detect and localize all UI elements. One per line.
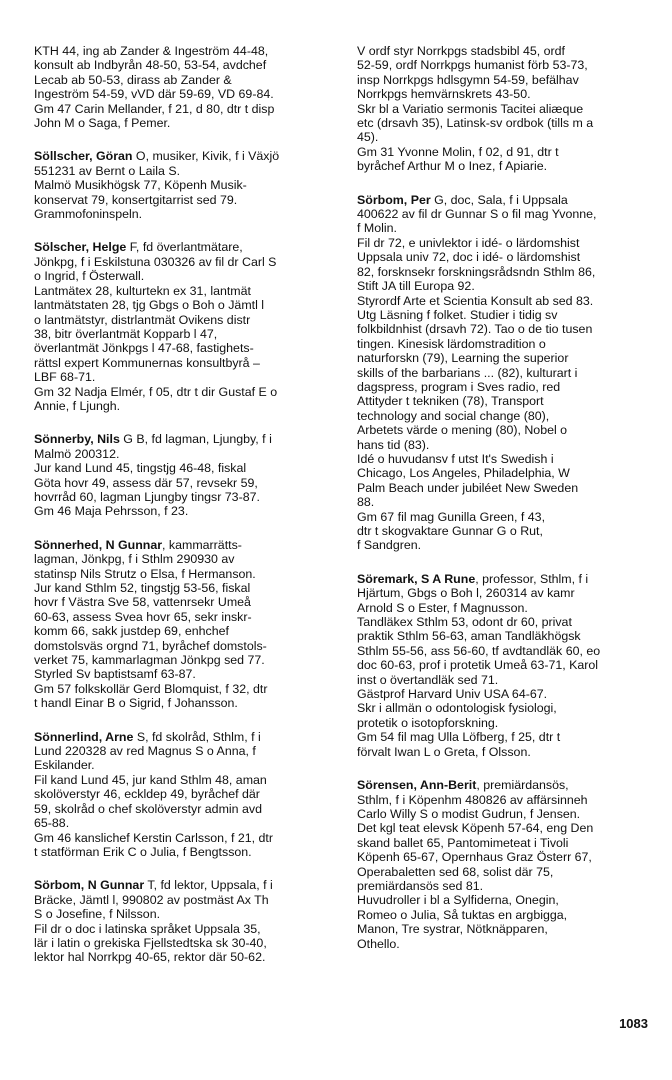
entry-line: Carlo Willy S o modist Gudrun, f Jensen.: [357, 806, 581, 821]
entry-line: skand ballet 65, Pantomimeteat i Tivoli: [357, 835, 569, 850]
entry-line: Othello.: [357, 936, 400, 951]
entry-line: f Sandgren.: [357, 538, 422, 553]
entry-line: folkbildnhist (drsavh 72). Tao o de tio tusen: [357, 322, 593, 337]
biography-entry: [34, 878, 336, 964]
entry-line: protetik o isotopforskning.: [357, 715, 499, 730]
entry-line: LBF 68-71.: [34, 370, 96, 385]
entry-line: Styrordf Arte et Scientia Konsult ab sed 83.: [357, 293, 594, 308]
entry-name: Sönnerlind, Arne: [34, 729, 134, 744]
entry-line: Arnold S o Ester, f Magnusson.: [357, 600, 528, 615]
entry-line: Annie, f Ljungh.: [34, 398, 121, 413]
left-column: [34, 44, 336, 984]
entry-line: komm 66, sakk justdep 69, enhchef: [34, 624, 229, 639]
entry-line: doc 60-63, prof i protetik Umeå 63-71, Karol: [357, 658, 599, 673]
entry-heading-rest: , kammarrätts-: [162, 537, 242, 552]
entry-name: Sölscher, Helge: [34, 240, 127, 255]
entry-line: naturforskn (79), Learning the superior: [357, 351, 569, 366]
entry-line: 60-63, assess Svea hovr 65, sekr inskr-: [34, 609, 252, 624]
entry-heading-line: [34, 878, 336, 892]
entry-heading-line: [357, 193, 659, 207]
entry-line: Fil dr o doc i latinska språket Uppsala 35,: [34, 921, 261, 936]
entry-line: 551231 av Bernt o Laila S.: [34, 163, 181, 178]
entry-line: Sthlm 55-56, ass 56-60, tf avdtandläk 60, eo: [357, 643, 601, 658]
entry-name: Sörensen, Ann-Berit: [357, 778, 477, 793]
entry-heading-rest: G B, fd lagman, Ljungby, f i: [119, 432, 272, 447]
entry-line: Gm 67 fil mag Gunilla Green, f 43,: [357, 509, 546, 524]
entry-line: etc (drsavh 35), Latinsk-sv ordbok (tills m a: [357, 116, 594, 131]
entry-line: Gm 47 Carin Mellander, f 21, d 80, dtr t disp: [34, 101, 275, 116]
entry-line: skills of the barbarians ... (82), kulturart i: [357, 365, 578, 380]
entry-line: Ingeström 54-59, vVD där 59-69, VD 69-84.: [34, 87, 274, 102]
entry-line: Skr i allmän o odontologisk fysiologi,: [357, 701, 557, 716]
entry-line: Stift JA till Europa 92.: [357, 279, 475, 294]
entry-line: skolöverstyr 46, eckldep 49, byråchef där: [34, 787, 260, 802]
entry-line: t statförman Erik C o Julia, f Bengtsson.: [34, 844, 252, 859]
entry-line: Göta hovr 49, assess där 57, revsekr 59,: [34, 475, 258, 490]
entry-line: 52-59, ordf Norrkpgs humanist förb 53-73,: [357, 58, 588, 73]
biography-entry: [34, 538, 336, 711]
entry-line: verket 75, kammarlagman Jönkpg sed 77.: [34, 653, 265, 668]
entry-line: t handl Einar B o Sigrid, f Johansson.: [34, 696, 238, 711]
entry-line: inst o övertandläk sed 71.: [357, 672, 499, 687]
entry-line: 82, forsknsekr forskningsrådsndn Sthlm 86,: [357, 264, 596, 279]
entry-line: Attityder t tekniken (78), Transport: [357, 394, 544, 409]
biography-entry: [34, 149, 336, 221]
entry-line: Det kgl teat elevsk Köpenh 57-64, eng Den: [357, 821, 594, 836]
entry-line: Hjärtum, Gbgs o Boh l, 260314 av kamr: [357, 586, 575, 601]
entry-line: 400622 av fil dr Gunnar S o fil mag Yvonne,: [357, 207, 597, 222]
entry-heading-rest: T, fd lektor, Uppsala, f i: [144, 878, 273, 893]
entry-heading-rest: S, fd skolråd, Sthlm, f i: [133, 729, 261, 744]
right-column: [357, 44, 659, 970]
entry-name: Söremark, S A Rune: [357, 571, 476, 586]
entry-line: praktik Sthlm 56-63, aman Tandläkhögsk: [357, 629, 581, 644]
entry-line: Gm 57 folkskollär Gerd Blomquist, f 32, dtr: [34, 681, 268, 696]
entry-line: lagman, Jönkpg, f i Sthlm 290930 av: [34, 552, 235, 567]
entry-line: Grammofoninspeln.: [34, 207, 143, 222]
entry-line: Palm Beach under jubiléet New Sweden: [357, 480, 579, 495]
entry-line: 65-88.: [34, 816, 70, 831]
entry-line: Gm 32 Nadja Elmér, f 05, dtr t dir Gustaf E o: [34, 384, 278, 399]
entry-line: hans tid (83).: [357, 437, 430, 452]
entry-line: 59, skolråd o chef skolöverstyr admin avd: [34, 801, 262, 816]
entry-line: tingen. Kinesisk lärdomstradition o: [357, 336, 546, 351]
entry-line: Chicago, Los Angeles, Philadelphia, W: [357, 466, 570, 481]
entry-line: Norrkpgs hemvärnskrets 43-50.: [357, 87, 531, 102]
entry-line: Fil kand Lund 45, jur kand Sthlm 48, aman: [34, 772, 267, 787]
entry-line: Uppsala univ 72, doc i idé- o lärdomshist: [357, 250, 581, 265]
entry-line: Huvudroller i bl a Sylfiderna, Onegin,: [357, 893, 559, 908]
entry-heading-rest: G, doc, Sala, f i Uppsala: [430, 192, 568, 207]
entry-line: lektor hal Norrkpg 40-65, rektor där 50-62.: [34, 950, 266, 965]
entry-line: KTH 44, ing ab Zander & Ingeström 44-48,: [34, 44, 269, 58]
biography-entry: [34, 432, 336, 518]
entry-name: Sönnerby, Nils: [34, 432, 120, 447]
entry-heading-rest: , professor, Sthlm, f i: [475, 571, 589, 586]
entry-line: lantmätstaten 28, tjg Gbgs o Boh o Jämtl l: [34, 298, 265, 313]
entry-line: Idé o huvudansv f utst It's Swedish i: [357, 451, 554, 466]
entry-line: Gm 31 Yvonne Molin, f 02, d 91, dtr t: [357, 144, 559, 159]
biography-entry: [357, 778, 659, 951]
entry-heading-line: [34, 538, 336, 552]
biography-entry: [34, 240, 336, 413]
entry-line: premiärdansös sed 81.: [357, 878, 484, 893]
entry-line: Arbetets värde o mening (80), Nobel o: [357, 423, 568, 438]
entry-line: domstolsväs orgnd 71, byråchef domstols-: [34, 638, 267, 653]
entry-line: Lecab ab 50-53, dirass ab Zander &: [34, 72, 232, 87]
entry-line: Eskilander.: [34, 758, 95, 773]
entry-line: 38, bitr överlantmät Kopparb l 47,: [34, 326, 218, 341]
entry-line: dagspress, program i Sves radio, red: [357, 379, 561, 394]
entry-line: Tandläkex Sthlm 53, odont dr 60, privat: [357, 615, 572, 630]
entry-line: Fil dr 72, e univlektor i idé- o lärdomshist: [357, 235, 580, 250]
entry-line: Gm 46 kanslichef Kerstin Carlsson, f 21, dtr: [34, 830, 273, 845]
entry-line: Romeo o Julia, Så tuktas en argbigga,: [357, 907, 568, 922]
entry-line: Malmö Musikhögsk 77, Köpenh Musik-: [34, 178, 247, 193]
entry-heading-rest: O, musiker, Kivik, f i Växjö: [132, 149, 280, 164]
entry-heading-rest: F, fd överlantmätare,: [126, 240, 243, 255]
entry-line: technology and social change (80),: [357, 408, 550, 423]
entry-heading-line: [34, 149, 336, 163]
biography-entry: [34, 730, 336, 860]
entry-line: Styrled Sv baptistsamf 63-87.: [34, 667, 196, 682]
entry-line: hovr f Västra Sve 58, vattenrsekr Umeå: [34, 595, 251, 610]
entry-line: hovrråd 60, lagman Ljungby tingsr 73-87.: [34, 489, 260, 504]
entry-line: byråchef Arthur M o Inez, f Apiarie.: [357, 159, 548, 174]
entry-line: 45).: [357, 130, 379, 145]
biography-entry: [34, 44, 336, 130]
entry-line: Bräcke, Jämtl l, 990802 av postmäst Ax Th: [34, 892, 269, 907]
biography-entry: [357, 193, 659, 553]
entry-line: förvalt Iwan L o Greta, f Olsson.: [357, 744, 531, 759]
entry-line: Skr bl a Variatio sermonis Tacitei aliæque: [357, 101, 584, 116]
entry-heading-rest: , premiärdansös,: [476, 778, 569, 793]
entry-name: Söllscher, Göran: [34, 149, 133, 164]
entry-line: V ordf styr Norrkpgs stadsbibl 45, ordf: [357, 44, 565, 58]
entry-name: Sörbom, N Gunnar: [34, 878, 145, 893]
entry-line: Lantmätex 28, kulturtekn ex 31, lantmät: [34, 283, 251, 298]
entry-heading-line: [357, 778, 659, 792]
entry-line: Sthlm, f i Köpenhm 480826 av affärsinneh: [357, 792, 588, 807]
biography-entry: [357, 572, 659, 759]
entry-line: överlantmät Jönkpgs l 47-68, fastighets-: [34, 341, 254, 356]
entry-line: Lund 220328 av red Magnus S o Anna, f: [34, 744, 256, 759]
entry-line: Jur kand Lund 45, tingstjg 46-48, fiskal: [34, 461, 247, 476]
entry-name: Sörbom, Per: [357, 192, 431, 207]
entry-line: Operabaletten sed 68, solist där 75,: [357, 864, 554, 879]
entry-line: Gm 54 fil mag Ulla Löfberg, f 25, dtr t: [357, 730, 561, 745]
entry-line: Jönkpg, f i Eskilstuna 030326 av fil dr Carl S: [34, 254, 277, 269]
entry-heading-line: [34, 432, 336, 446]
entry-heading-line: [34, 240, 336, 254]
entry-line: Jur kand Sthlm 52, tingstjg 53-56, fiskal: [34, 581, 251, 595]
entry-line: Malmö 200312.: [34, 446, 120, 461]
entry-line: insp Norrkpgs hdlsgymn 54-59, befälhav: [357, 72, 579, 87]
entry-line: Köpenh 65-67, Opernhaus Graz Österr 67,: [357, 850, 592, 865]
entry-line: Manon, Tre systrar, Nötknäpparen,: [357, 922, 548, 937]
page-number: 1083: [619, 1016, 648, 1031]
entry-line: o Ingrid, f Österwall.: [34, 269, 145, 284]
entry-line: Utg Läsning f folket. Studier i tidig sv: [357, 307, 558, 322]
entry-line: John M o Saga, f Pemer.: [34, 116, 171, 131]
entry-line: konsult ab Indbyrån 48-50, 53-54, avdchef: [34, 58, 267, 73]
entry-heading-line: [357, 572, 659, 586]
entry-line: rättsl expert Kommunernas konsultbyrå –: [34, 355, 260, 370]
entry-line: S o Josefine, f Nilsson.: [34, 907, 161, 922]
entry-line: f Molin.: [357, 221, 397, 236]
biography-entry: [357, 44, 659, 174]
entry-line: konservat 79, konsertgitarrist sed 79.: [34, 192, 238, 207]
entry-line: 88.: [357, 495, 375, 510]
entry-line: dtr t skogvaktare Gunnar G o Rut,: [357, 524, 543, 538]
entry-line: Gästprof Harvard Univ USA 64-67.: [357, 687, 548, 702]
entry-line: o lantmätstyr, distrlantmät Ovikens distr: [34, 312, 251, 327]
entry-line: Gm 46 Maja Pehrsson, f 23.: [34, 504, 189, 519]
entry-name: Sönnerhed, N Gunnar: [34, 537, 163, 552]
entry-line: lär i latin o grekiska Fjellstedtska sk 30-40,: [34, 935, 267, 950]
entry-line: statinsp Nils Strutz o Elsa, f Hermanson.: [34, 566, 256, 581]
entry-heading-line: [34, 730, 336, 744]
